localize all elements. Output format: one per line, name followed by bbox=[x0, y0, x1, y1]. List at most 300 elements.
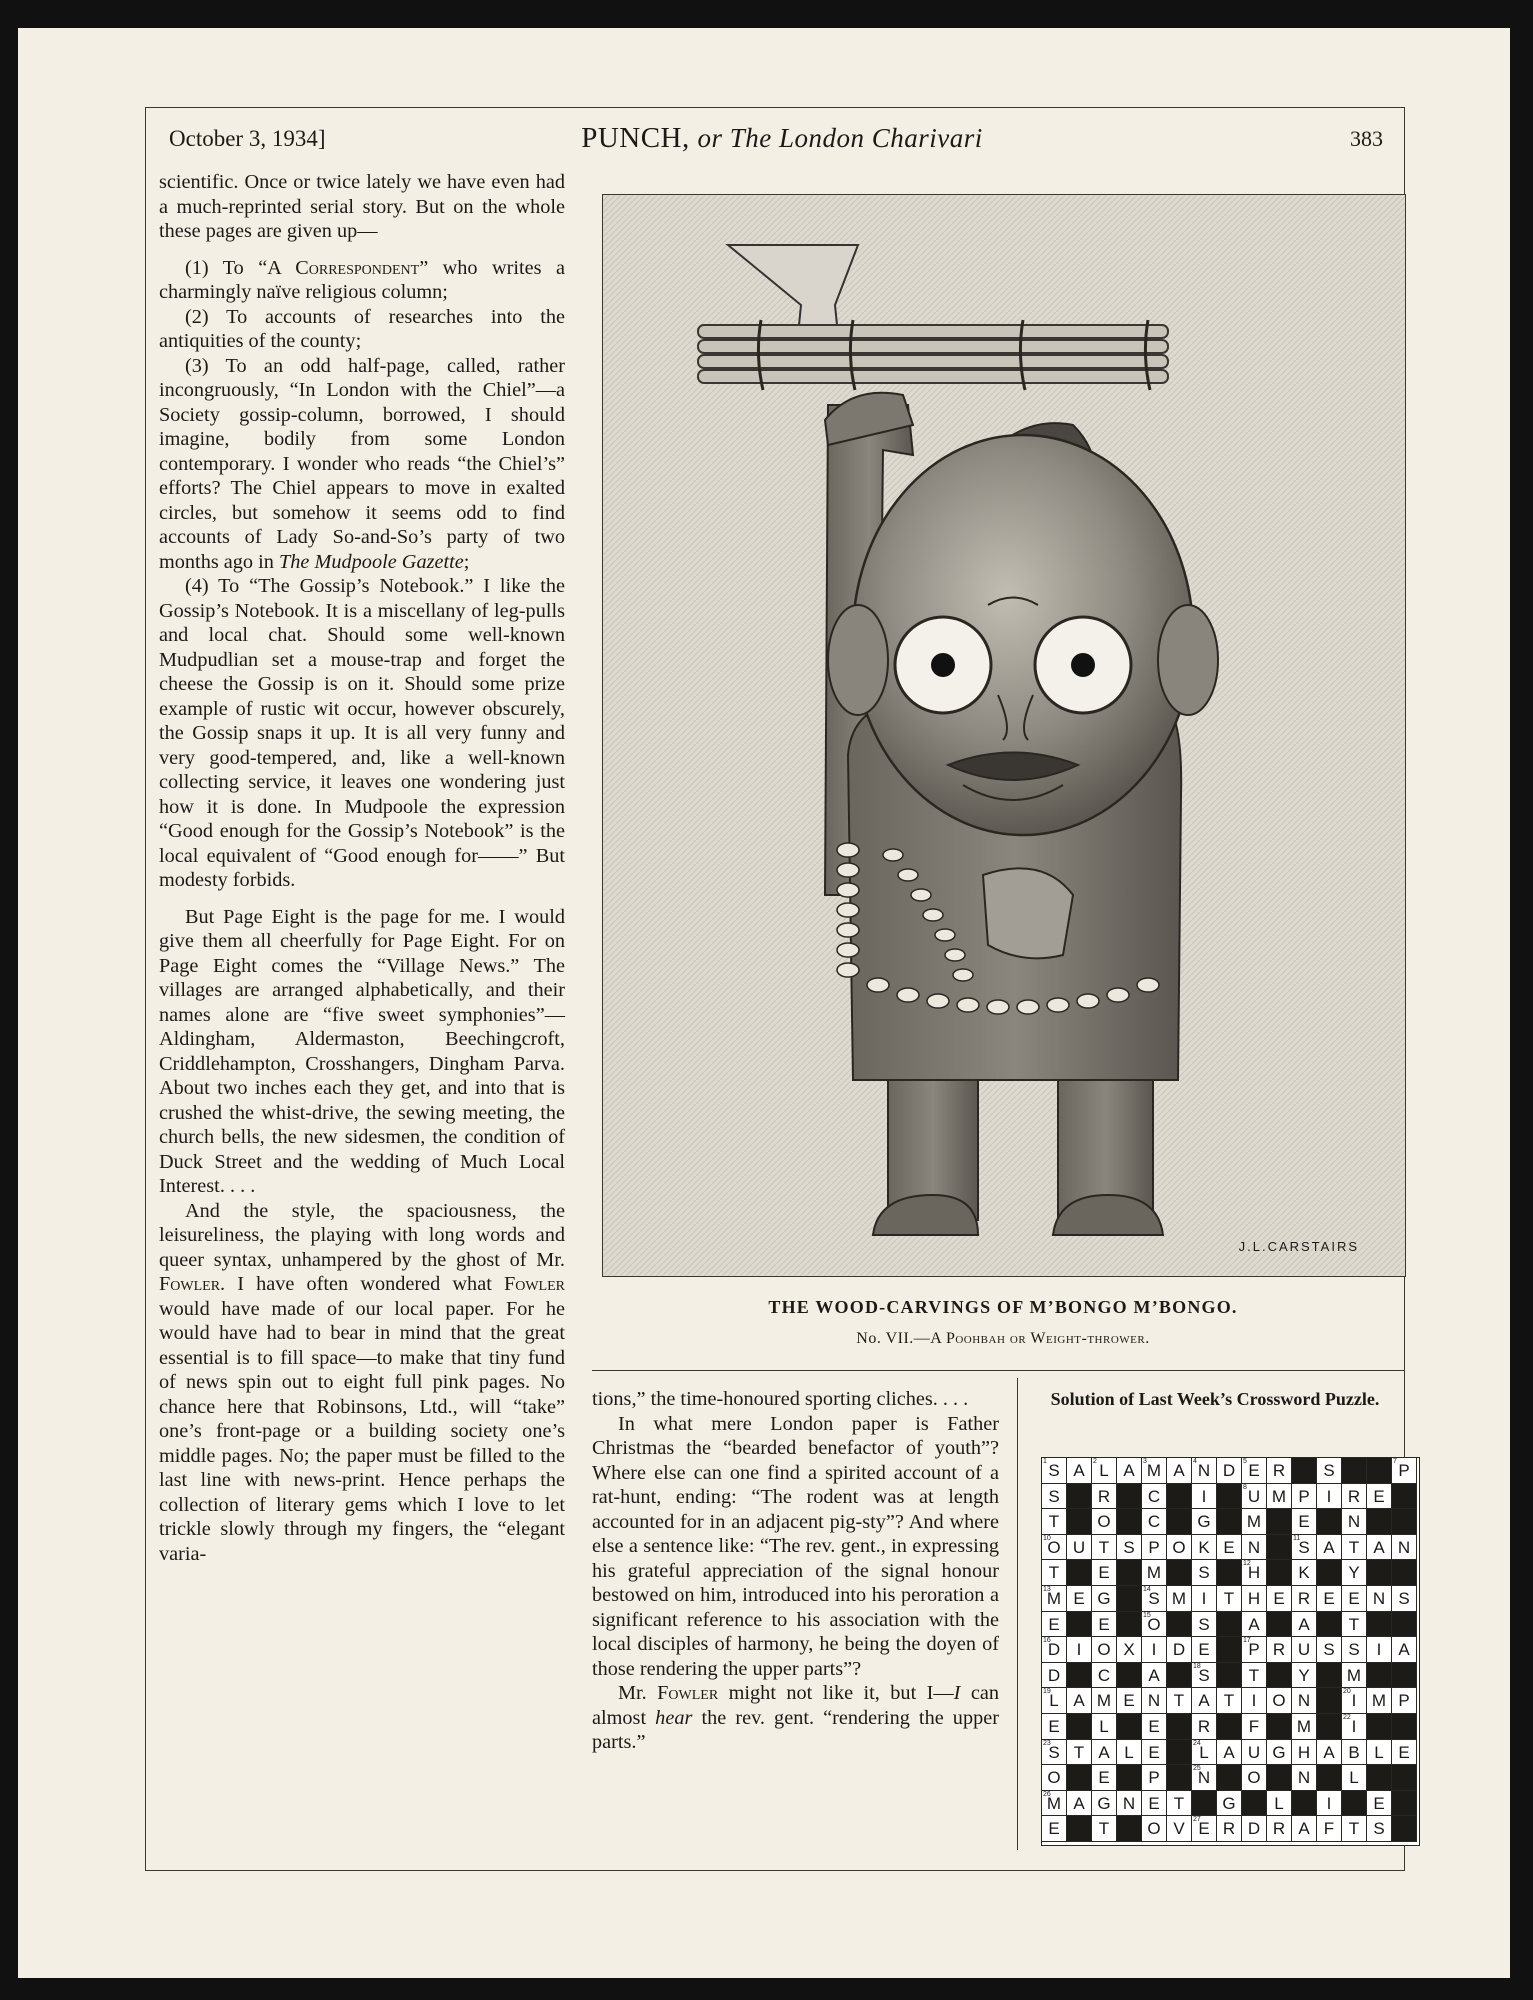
crossword-cell bbox=[1342, 1663, 1367, 1689]
crossword-letter: S bbox=[1048, 1486, 1060, 1506]
crossword-cell bbox=[1392, 1535, 1417, 1561]
crossword-black-cell bbox=[1317, 1509, 1342, 1535]
crossword-cell bbox=[1142, 1663, 1167, 1689]
crossword-black-cell bbox=[1117, 1663, 1142, 1689]
crossword-black-cell bbox=[1267, 1535, 1292, 1561]
crossword-letter: L bbox=[1199, 1742, 1209, 1762]
crossword-cell bbox=[1317, 1484, 1342, 1510]
crossword-black-cell bbox=[1117, 1765, 1142, 1791]
crossword-letter: T bbox=[1048, 1512, 1060, 1532]
cartoon-illustration bbox=[602, 194, 1406, 1277]
clue-number: 23 bbox=[1043, 1739, 1051, 1747]
crossword-black-cell bbox=[1167, 1560, 1192, 1586]
crossword-letter: H bbox=[1297, 1742, 1311, 1762]
crossword-letter: K bbox=[1198, 1537, 1210, 1557]
crossword-cell bbox=[1142, 1714, 1167, 1740]
crossword-letter: Y bbox=[1348, 1563, 1360, 1583]
crossword-cell bbox=[1117, 1458, 1142, 1484]
crossword-letter: O bbox=[1172, 1537, 1186, 1557]
crossword-letter: I bbox=[1151, 1640, 1157, 1660]
crossword-letter: M bbox=[1296, 1716, 1312, 1736]
crossword-black-cell bbox=[1392, 1816, 1417, 1842]
crossword-letter: E bbox=[1248, 1461, 1260, 1480]
crossword-black-cell bbox=[1267, 1509, 1292, 1535]
crossword-letter: A bbox=[1223, 1742, 1235, 1762]
crossword-letter: S bbox=[1373, 1819, 1385, 1839]
crossword-black-cell bbox=[1392, 1765, 1417, 1791]
crossword-letter: A bbox=[1373, 1537, 1385, 1557]
list-item: (3) To an odd half-page, called, rather incongruously, “In London with the Chiel”—a Society gossip-column, borrowed, I should imagine, bodily from some London contemporary. I wonder who reads “the Chiel’s” efforts? The Chiel appears to move in exalted circles, but somehow it seems odd to find accounts of Lady So-and-So’s party of two months ago in The Mudpoole Gazette; bbox=[159, 354, 565, 573]
crossword-letter: R bbox=[1097, 1486, 1111, 1506]
crossword-cell bbox=[1192, 1484, 1217, 1510]
clue-number: 18 bbox=[1193, 1662, 1201, 1670]
crossword-cell bbox=[1242, 1816, 1267, 1842]
crossword-cell bbox=[1217, 1688, 1242, 1714]
crossword-letter: R bbox=[1272, 1819, 1286, 1839]
crossword-cell bbox=[1342, 1765, 1367, 1791]
crossword-black-cell bbox=[1367, 1612, 1392, 1638]
crossword-cell bbox=[1167, 1637, 1192, 1663]
crossword-cell bbox=[1042, 1637, 1067, 1663]
crossword-letter: N bbox=[1397, 1537, 1411, 1557]
crossword-cell bbox=[1217, 1458, 1242, 1484]
crossword-cell bbox=[1042, 1484, 1067, 1510]
crossword-letter: A bbox=[1198, 1691, 1210, 1711]
clue-number: 26 bbox=[1043, 1790, 1051, 1798]
crossword-letter: M bbox=[1046, 1588, 1062, 1608]
crossword-cell bbox=[1292, 1740, 1317, 1766]
crossword-letter: P bbox=[1398, 1691, 1410, 1711]
crossword-cell bbox=[1192, 1688, 1217, 1714]
crossword-cell bbox=[1292, 1612, 1317, 1638]
crossword-cell bbox=[1092, 1586, 1117, 1612]
crossword-letter: D bbox=[1047, 1665, 1061, 1685]
crossword-black-cell bbox=[1392, 1612, 1417, 1638]
crossword-cell bbox=[1292, 1535, 1317, 1561]
crossword-letter: M bbox=[1246, 1512, 1262, 1532]
crossword-black-cell bbox=[1167, 1765, 1192, 1791]
crossword-letter: T bbox=[1098, 1819, 1110, 1839]
crossword-letter: I bbox=[1201, 1486, 1207, 1506]
crossword-cell bbox=[1067, 1458, 1092, 1484]
crossword-letter: E bbox=[1048, 1716, 1060, 1736]
crossword-letter: T bbox=[1223, 1691, 1235, 1711]
crossword-cell bbox=[1167, 1535, 1192, 1561]
crossword-cell bbox=[1067, 1740, 1092, 1766]
crossword-letter: B bbox=[1348, 1742, 1360, 1762]
crossword-letter: S bbox=[1198, 1563, 1210, 1583]
crossword-letter: L bbox=[1099, 1716, 1109, 1736]
crossword-letter: A bbox=[1248, 1614, 1260, 1634]
crossword-black-cell bbox=[1392, 1663, 1417, 1689]
crossword-cell bbox=[1317, 1791, 1342, 1817]
crossword-letter: E bbox=[1398, 1742, 1410, 1762]
crossword-letter: P bbox=[1148, 1768, 1160, 1788]
crossword-black-cell bbox=[1317, 1765, 1342, 1791]
crossword-letter: N bbox=[1197, 1461, 1211, 1480]
crossword-black-cell bbox=[1317, 1612, 1342, 1638]
crossword-black-cell bbox=[1192, 1791, 1217, 1817]
crossword-cell bbox=[1142, 1586, 1167, 1612]
crossword-black-cell bbox=[1217, 1612, 1242, 1638]
crossword-cell bbox=[1242, 1458, 1267, 1484]
crossword-cell bbox=[1192, 1509, 1217, 1535]
crossword-letter: O bbox=[1272, 1691, 1286, 1711]
crossword-cell bbox=[1167, 1586, 1192, 1612]
crossword-black-cell bbox=[1367, 1663, 1392, 1689]
clue-number: 11 bbox=[1293, 1534, 1301, 1542]
paragraph: And the style, the spaciousness, the leisureliness, the playing with long words and queer syntax, unhampered by the ghost of Mr. Fowler. I have often wondered what Fowler would have made of our local paper. For he would have had to bear in mind that the great essential is to fill space—to make that tiny fund of news spin out to eight full pink pages. No chance here that Robinsons, Ltd., will “take” one’s front-page or a building society one’s middle pages. No; the paper must be filled to the last line with news-print. Hence perhaps the collection of literary gems which I love to let trickle slowly through my fingers, the “elegant varia- bbox=[159, 1199, 565, 1565]
clue-number: 8 bbox=[1243, 1483, 1247, 1491]
crossword-letter: E bbox=[1148, 1793, 1160, 1813]
crossword-letter: P bbox=[1248, 1640, 1260, 1660]
crossword-black-cell bbox=[1392, 1791, 1417, 1817]
crossword-cell bbox=[1042, 1560, 1067, 1586]
crossword-cell bbox=[1317, 1458, 1342, 1484]
crossword-cell bbox=[1092, 1637, 1117, 1663]
crossword-cell bbox=[1267, 1688, 1292, 1714]
crossword-cell bbox=[1117, 1637, 1142, 1663]
crossword-letter: O bbox=[1147, 1819, 1161, 1839]
crossword-cell bbox=[1092, 1765, 1117, 1791]
crossword-letter: U bbox=[1247, 1486, 1261, 1506]
clue-number: 10 bbox=[1043, 1534, 1051, 1542]
crossword-letter: E bbox=[1148, 1716, 1160, 1736]
crossword-letter: O bbox=[1097, 1640, 1111, 1660]
crossword-letter: S bbox=[1398, 1588, 1410, 1608]
crossword-cell bbox=[1042, 1586, 1067, 1612]
crossword-cell bbox=[1292, 1714, 1317, 1740]
crossword-letter: E bbox=[1048, 1819, 1060, 1839]
crossword-letter: T bbox=[1348, 1819, 1360, 1839]
list-item: (1) To “A Correspondent” who writes a charmingly naïve religious column; bbox=[159, 256, 565, 303]
crossword-cell bbox=[1117, 1791, 1142, 1817]
clue-number: 3 bbox=[1143, 1458, 1147, 1465]
crossword-letter: Y bbox=[1298, 1665, 1310, 1685]
crossword-cell bbox=[1192, 1765, 1217, 1791]
crossword-letter: A bbox=[1398, 1640, 1410, 1660]
crossword-black-cell bbox=[1167, 1509, 1192, 1535]
crossword-cell bbox=[1067, 1688, 1092, 1714]
crossword-cell bbox=[1042, 1688, 1067, 1714]
crossword-cell bbox=[1117, 1535, 1142, 1561]
crossword-cell bbox=[1042, 1535, 1067, 1561]
crossword-black-cell bbox=[1367, 1458, 1392, 1484]
crossword-letter: S bbox=[1123, 1537, 1135, 1557]
crossword-black-cell bbox=[1167, 1663, 1192, 1689]
crossword-cell bbox=[1342, 1637, 1367, 1663]
illustration-caption: THE WOOD-CARVINGS OF M’BONGO M’BONGO. bbox=[768, 1297, 1238, 1317]
crossword-letter: R bbox=[1222, 1819, 1236, 1839]
crossword-cell bbox=[1267, 1458, 1292, 1484]
crossword-cell bbox=[1367, 1816, 1392, 1842]
crossword-black-cell bbox=[1317, 1560, 1342, 1586]
crossword-cell bbox=[1317, 1816, 1342, 1842]
crossword-cell bbox=[1267, 1586, 1292, 1612]
crossword-letter: E bbox=[1348, 1588, 1360, 1608]
crossword-black-cell bbox=[1217, 1663, 1242, 1689]
crossword-letter: T bbox=[1048, 1563, 1060, 1583]
crossword-letter: R bbox=[1272, 1640, 1286, 1660]
clue-number: 20 bbox=[1343, 1688, 1351, 1696]
crossword-letter: M bbox=[1146, 1563, 1162, 1583]
crossword-letter: L bbox=[1374, 1742, 1384, 1762]
crossword-cell bbox=[1192, 1740, 1217, 1766]
crossword-cell bbox=[1292, 1688, 1317, 1714]
masthead bbox=[169, 122, 1395, 155]
crossword-letter: T bbox=[1098, 1537, 1110, 1557]
crossword-letter: D bbox=[1047, 1640, 1061, 1660]
crossword-letter: E bbox=[1148, 1742, 1160, 1762]
crossword-cell bbox=[1392, 1586, 1417, 1612]
crossword-letter: T bbox=[1073, 1742, 1085, 1762]
crossword-black-cell bbox=[1117, 1560, 1142, 1586]
crossword-letter: T bbox=[1348, 1537, 1360, 1557]
crossword-letter: I bbox=[1326, 1793, 1332, 1813]
page-header bbox=[169, 122, 1395, 162]
crossword-black-cell bbox=[1367, 1714, 1392, 1740]
crossword-black-cell bbox=[1242, 1791, 1267, 1817]
crossword-letter: U bbox=[1247, 1742, 1261, 1762]
crossword-letter: A bbox=[1073, 1691, 1085, 1711]
crossword-letter: C bbox=[1097, 1665, 1111, 1685]
crossword-letter: N bbox=[1247, 1537, 1261, 1557]
crossword-letter: K bbox=[1298, 1563, 1310, 1583]
crossword-letter: A bbox=[1323, 1742, 1335, 1762]
crossword-cell bbox=[1142, 1458, 1167, 1484]
crossword-cell bbox=[1317, 1740, 1342, 1766]
illustration-subcaption: No. VII.—A Poohbah or Weight-thrower. bbox=[856, 1330, 1150, 1347]
masthead-subtitle: or The London Charivari bbox=[697, 123, 983, 153]
crossword-black-cell bbox=[1392, 1484, 1417, 1510]
crossword-letter: S bbox=[1198, 1665, 1210, 1685]
paragraph: But Page Eight is the page for me. I would give them all cheerfully for Page Eight. For on Page Eight comes the “Village News.” The villages are arranged alphabetically, and their names alone are “five sweet symphonies”—Aldingham, Aldermaston, Beechingcroft, Criddlehampton, Crosshangers, Dingham Parva. About two inches each they get, and into that is crushed the whist-drive, the sewing meeting, the church bells, the new sidesmen, the condition of Duck Street and the wedding of Much Local Interest. . . . bbox=[159, 905, 565, 1197]
crossword-letter: D bbox=[1247, 1819, 1261, 1839]
crossword-cell bbox=[1342, 1612, 1367, 1638]
crossword-cell bbox=[1092, 1509, 1117, 1535]
crossword-cell bbox=[1167, 1791, 1192, 1817]
crossword-black-cell bbox=[1217, 1637, 1242, 1663]
crossword-cell bbox=[1092, 1535, 1117, 1561]
crossword-cell bbox=[1192, 1535, 1217, 1561]
crossword-letter: R bbox=[1297, 1588, 1311, 1608]
crossword-cell bbox=[1392, 1637, 1417, 1663]
crossword-cell bbox=[1042, 1509, 1067, 1535]
crossword-letter: G bbox=[1097, 1793, 1111, 1813]
crossword-letter: A bbox=[1323, 1537, 1335, 1557]
crossword-letter: S bbox=[1298, 1537, 1310, 1557]
crossword-black-cell bbox=[1392, 1509, 1417, 1535]
crossword-letter: E bbox=[1198, 1640, 1210, 1660]
crossword-letter: A bbox=[1298, 1819, 1310, 1839]
crossword-letter: N bbox=[1197, 1768, 1211, 1788]
crossword-cell bbox=[1267, 1637, 1292, 1663]
wood-carving-drawing bbox=[603, 195, 1405, 1276]
crossword-cell bbox=[1092, 1791, 1117, 1817]
crossword-cell bbox=[1167, 1688, 1192, 1714]
crossword-cell bbox=[1092, 1740, 1117, 1766]
crossword-cell bbox=[1092, 1560, 1117, 1586]
crossword-letter: T bbox=[1173, 1691, 1185, 1711]
crossword-cell bbox=[1342, 1535, 1367, 1561]
crossword-cell bbox=[1242, 1637, 1267, 1663]
artist-signature: J.L.CARSTAIRS bbox=[1238, 1239, 1359, 1254]
crossword-letter: U bbox=[1297, 1640, 1311, 1660]
crossword-cell bbox=[1217, 1586, 1242, 1612]
crossword-cell bbox=[1267, 1791, 1292, 1817]
crossword-letter: G bbox=[1222, 1793, 1236, 1813]
crossword-cell bbox=[1242, 1765, 1267, 1791]
crossword-cell bbox=[1242, 1740, 1267, 1766]
crossword-black-cell bbox=[1067, 1816, 1092, 1842]
crossword-cell bbox=[1292, 1637, 1317, 1663]
crossword-letter: N bbox=[1122, 1793, 1136, 1813]
crossword-letter: O bbox=[1147, 1614, 1161, 1634]
crossword-letter: I bbox=[1076, 1640, 1082, 1660]
crossword-letter: T bbox=[1173, 1793, 1185, 1813]
crossword-cell bbox=[1367, 1586, 1392, 1612]
crossword-letter: E bbox=[1298, 1512, 1310, 1532]
crossword-black-cell bbox=[1117, 1714, 1142, 1740]
crossword-letter: A bbox=[1073, 1461, 1085, 1480]
crossword-letter: M bbox=[1346, 1665, 1362, 1685]
crossword-cell bbox=[1142, 1765, 1167, 1791]
crossword-letter: A bbox=[1148, 1665, 1160, 1685]
crossword-cell bbox=[1092, 1688, 1117, 1714]
crossword-cell bbox=[1042, 1612, 1067, 1638]
crossword-cell bbox=[1392, 1688, 1417, 1714]
crossword-cell bbox=[1092, 1458, 1117, 1484]
crossword-black-cell bbox=[1117, 1484, 1142, 1510]
horizontal-rule bbox=[592, 1370, 1404, 1371]
crossword-letter: I bbox=[1351, 1691, 1357, 1711]
crossword-cell bbox=[1242, 1714, 1267, 1740]
clue-number: 2 bbox=[1093, 1458, 1097, 1465]
crossword-cell bbox=[1292, 1663, 1317, 1689]
crossword-black-cell bbox=[1367, 1509, 1392, 1535]
paragraph: scientific. Once or twice lately we have even had a much-reprinted serial story. But on the whole these pages are given up— bbox=[159, 171, 565, 242]
crossword-cell bbox=[1067, 1586, 1092, 1612]
crossword-black-cell bbox=[1267, 1765, 1292, 1791]
crossword-letter: C bbox=[1147, 1512, 1161, 1532]
crossword-cell bbox=[1042, 1458, 1067, 1484]
crossword-letter: P bbox=[1148, 1537, 1160, 1557]
crossword-cell bbox=[1067, 1637, 1092, 1663]
crossword-black-cell bbox=[1167, 1740, 1192, 1766]
crossword-cell bbox=[1042, 1765, 1067, 1791]
crossword-letter: A bbox=[1173, 1461, 1185, 1480]
crossword-cell bbox=[1267, 1484, 1292, 1510]
crossword-cell bbox=[1042, 1663, 1067, 1689]
crossword-cell bbox=[1317, 1586, 1342, 1612]
crossword-grid bbox=[1041, 1457, 1420, 1846]
crossword-cell bbox=[1067, 1791, 1092, 1817]
crossword-letter: M bbox=[1146, 1461, 1162, 1480]
crossword-black-cell bbox=[1267, 1612, 1292, 1638]
crossword-cell bbox=[1092, 1484, 1117, 1510]
crossword-letter: G bbox=[1197, 1512, 1211, 1532]
crossword-letter: L bbox=[1349, 1768, 1359, 1788]
page-number: 383 bbox=[1350, 126, 1383, 151]
crossword-cell bbox=[1342, 1816, 1367, 1842]
crossword-cell bbox=[1117, 1688, 1142, 1714]
crossword-letter: O bbox=[1047, 1537, 1061, 1557]
crossword-cell bbox=[1192, 1612, 1217, 1638]
crossword-letter: T bbox=[1348, 1614, 1360, 1634]
crossword-letter: M bbox=[1046, 1793, 1062, 1813]
crossword-letter: S bbox=[1148, 1588, 1160, 1608]
crossword-cell bbox=[1142, 1816, 1167, 1842]
crossword-cell bbox=[1367, 1535, 1392, 1561]
crossword-letter: D bbox=[1172, 1640, 1186, 1660]
clue-number: 14 bbox=[1143, 1585, 1151, 1593]
crossword-cell bbox=[1192, 1637, 1217, 1663]
clue-number: 16 bbox=[1043, 1637, 1051, 1645]
crossword-cell bbox=[1292, 1816, 1317, 1842]
crossword-cell bbox=[1242, 1663, 1267, 1689]
crossword-letter: D bbox=[1222, 1461, 1236, 1480]
crossword-black-cell bbox=[1067, 1765, 1092, 1791]
article-column-middle bbox=[592, 1387, 999, 1755]
crossword-letter: E bbox=[1098, 1563, 1110, 1583]
clue-number: 4 bbox=[1193, 1458, 1197, 1465]
crossword-letter: E bbox=[1098, 1614, 1110, 1634]
crossword-cell bbox=[1142, 1688, 1167, 1714]
crossword-black-cell bbox=[1317, 1688, 1342, 1714]
crossword-cell bbox=[1292, 1765, 1317, 1791]
crossword-black-cell bbox=[1217, 1509, 1242, 1535]
clue-number: 19 bbox=[1043, 1688, 1051, 1696]
crossword-letter: T bbox=[1248, 1665, 1260, 1685]
crossword-cell bbox=[1242, 1509, 1267, 1535]
crossword-cell bbox=[1292, 1484, 1317, 1510]
crossword-cell bbox=[1367, 1688, 1392, 1714]
crossword-letter: E bbox=[1223, 1537, 1235, 1557]
crossword-black-cell bbox=[1342, 1791, 1367, 1817]
crossword-letter: S bbox=[1348, 1640, 1360, 1660]
crossword-letter: O bbox=[1047, 1768, 1061, 1788]
crossword-black-cell bbox=[1217, 1714, 1242, 1740]
crossword-letter: M bbox=[1171, 1588, 1187, 1608]
crossword-letter: A bbox=[1298, 1614, 1310, 1634]
article-column-left bbox=[159, 170, 565, 1566]
crossword-black-cell bbox=[1367, 1765, 1392, 1791]
crossword-letter: P bbox=[1298, 1486, 1310, 1506]
crossword-letter: E bbox=[1123, 1691, 1135, 1711]
crossword-letter: M bbox=[1096, 1691, 1112, 1711]
clue-number: 5 bbox=[1243, 1458, 1247, 1465]
crossword-black-cell bbox=[1267, 1714, 1292, 1740]
crossword-cell bbox=[1367, 1484, 1392, 1510]
crossword-letter: I bbox=[1326, 1486, 1332, 1506]
crossword-letter: F bbox=[1248, 1716, 1260, 1736]
crossword-letter: M bbox=[1371, 1691, 1387, 1711]
crossword-cell bbox=[1192, 1560, 1217, 1586]
crossword-black-cell bbox=[1317, 1714, 1342, 1740]
crossword-cell bbox=[1217, 1791, 1242, 1817]
crossword-black-cell bbox=[1117, 1509, 1142, 1535]
crossword-cell bbox=[1342, 1586, 1367, 1612]
crossword-letter: E bbox=[1198, 1819, 1210, 1839]
crossword-letter: E bbox=[1373, 1793, 1385, 1813]
crossword-letter: I bbox=[1351, 1716, 1357, 1736]
crossword-letter: N bbox=[1297, 1691, 1311, 1711]
clue-number: 22 bbox=[1343, 1713, 1351, 1721]
crossword-cell bbox=[1292, 1509, 1317, 1535]
crossword-black-cell bbox=[1267, 1663, 1292, 1689]
crossword-letter: F bbox=[1323, 1819, 1335, 1839]
crossword-cell bbox=[1242, 1586, 1267, 1612]
